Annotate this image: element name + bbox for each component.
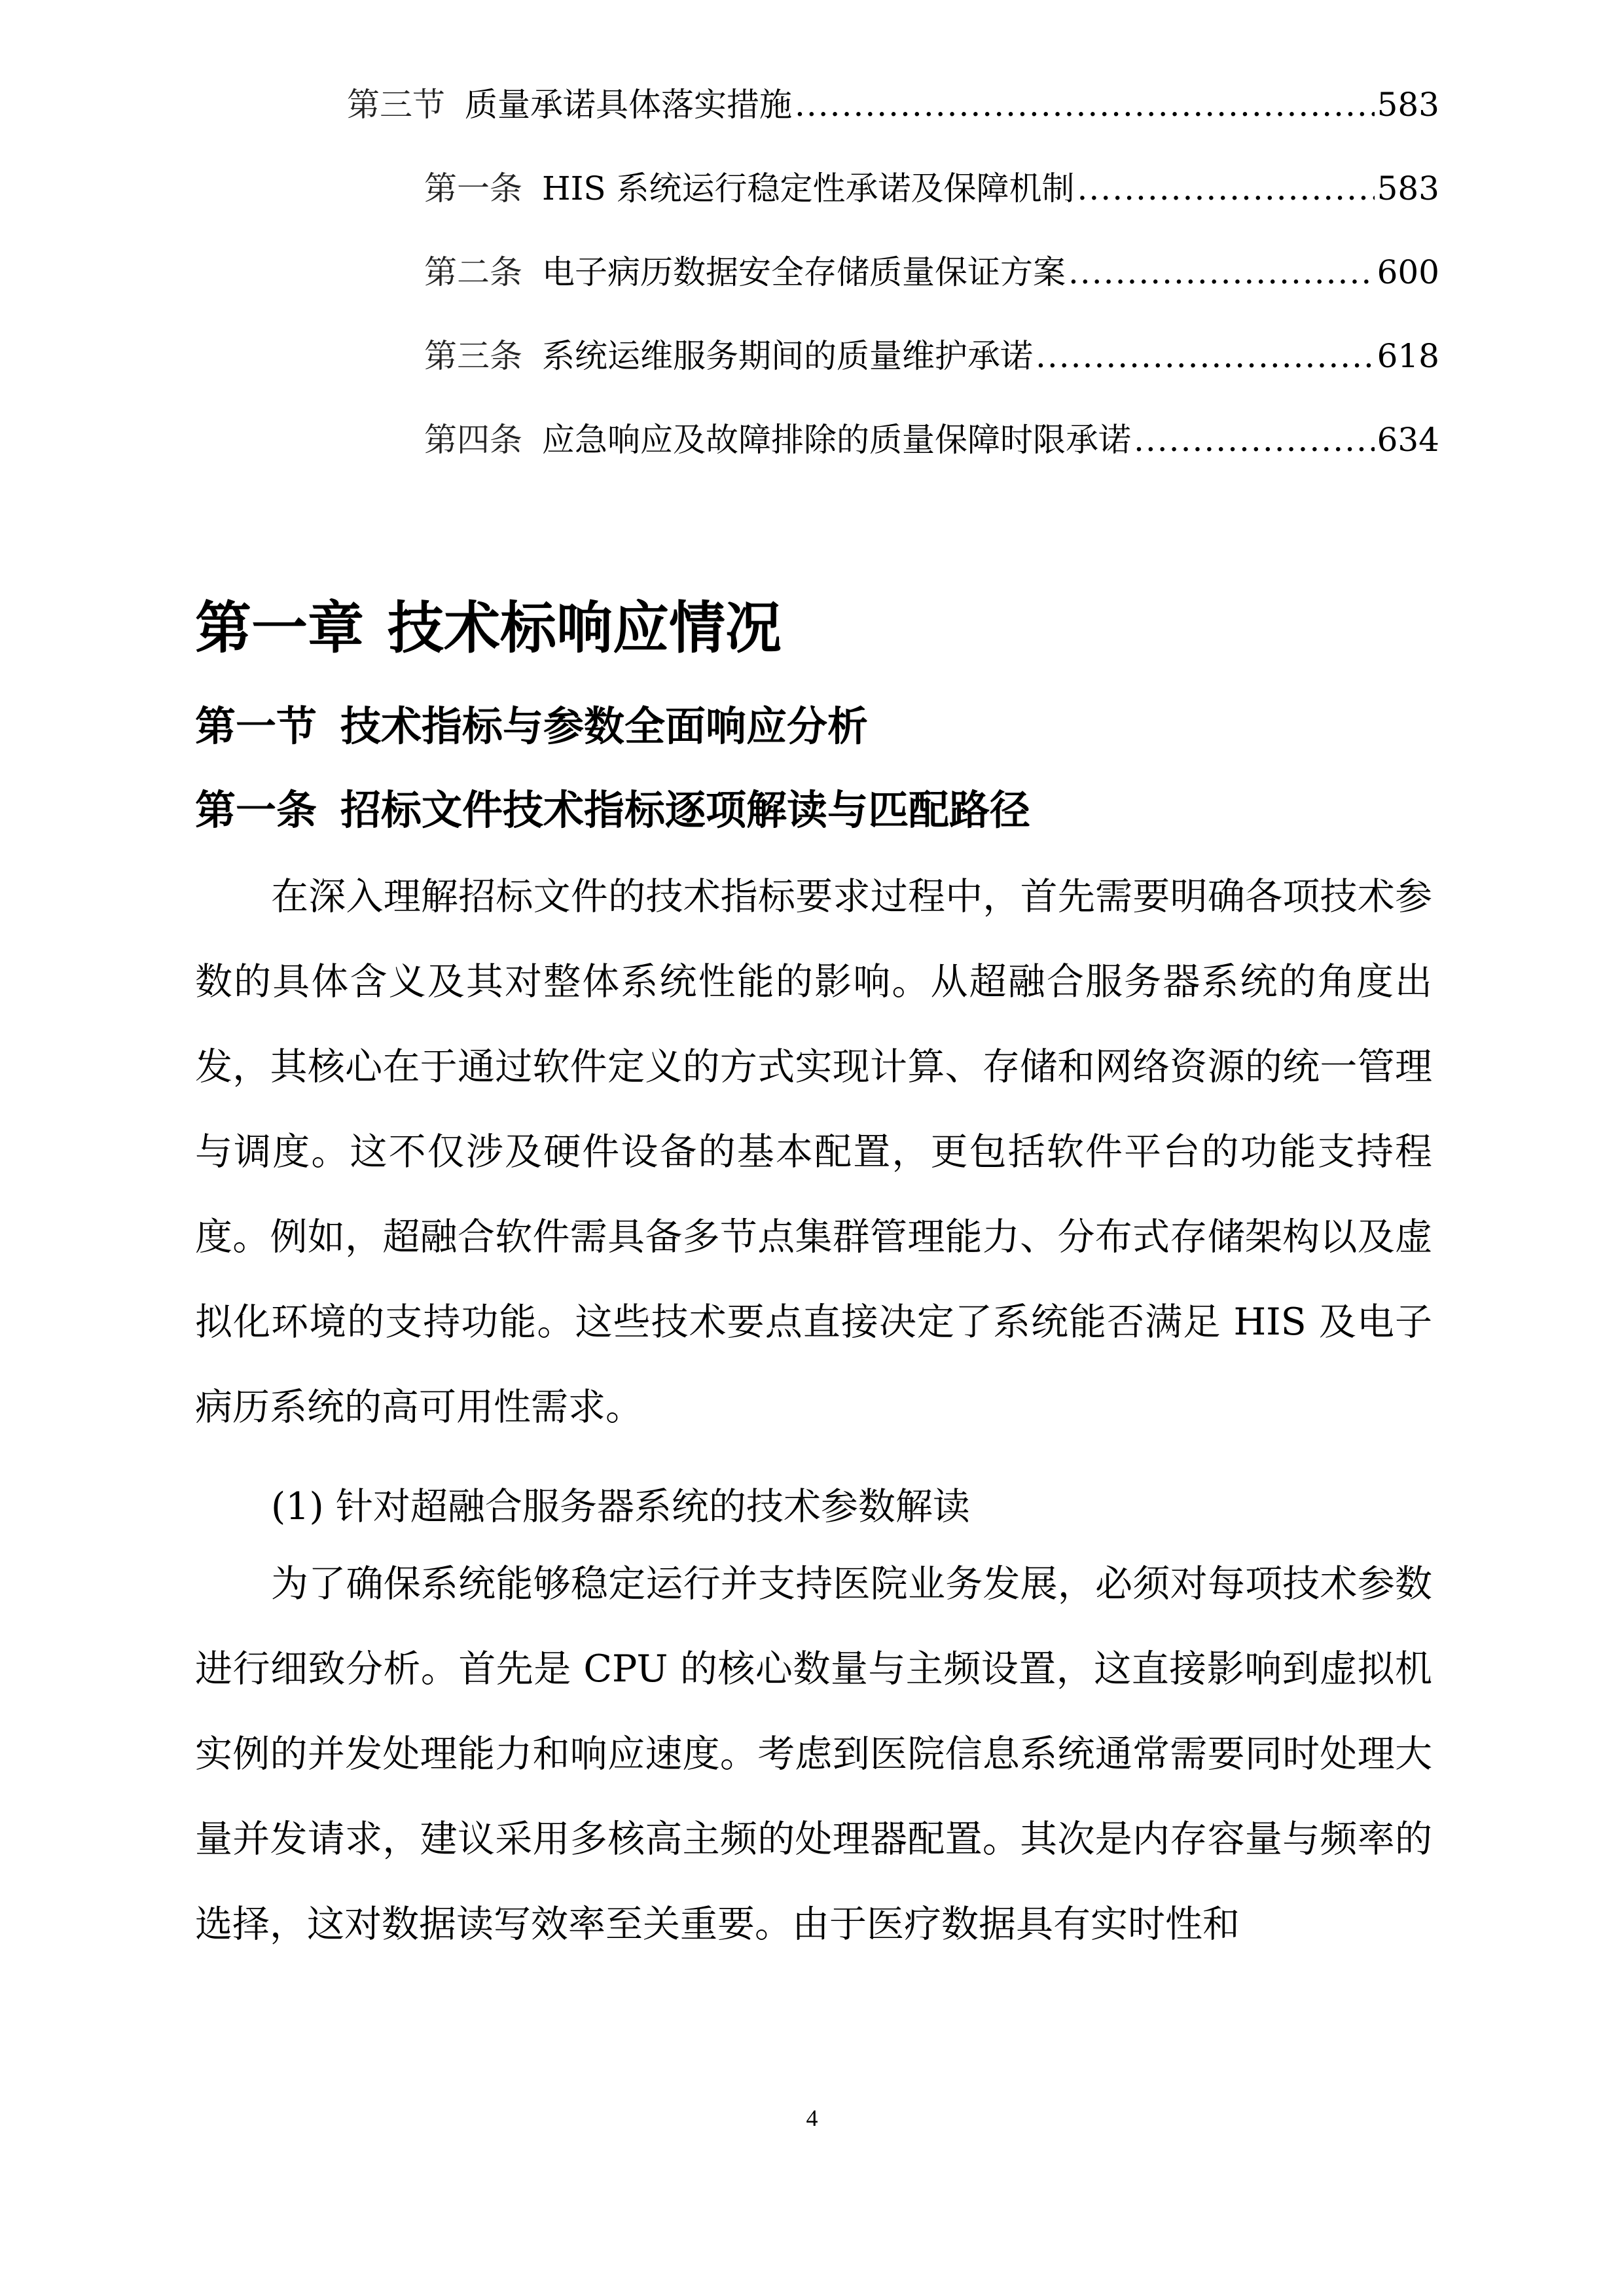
- toc-number: 第三条: [424, 337, 522, 375]
- toc-page: 583: [1377, 170, 1439, 207]
- toc-title: 系统运维服务期间的质量维护承诺: [542, 337, 1033, 375]
- toc-entry[interactable]: [424, 336, 1439, 376]
- toc-number: 第三节: [347, 86, 445, 124]
- list-item: (1) 针对超融合服务器系统的技术参数解读: [271, 1485, 970, 1528]
- section-number: 第一节: [195, 702, 317, 750]
- toc-page: 634: [1377, 421, 1439, 459]
- toc-leader: [1077, 169, 1375, 208]
- toc-leader: [1068, 253, 1375, 292]
- toc-title: 应急响应及故障排除的质量保障时限承诺: [542, 421, 1131, 459]
- toc-number: 第二条: [424, 253, 522, 291]
- page-number: 4: [806, 2105, 818, 2131]
- toc-title: HIS 系统运行稳定性承诺及保障机制: [542, 170, 1075, 207]
- body-paragraph: 为了确保系统能够稳定运行并支持医院业务发展，必须对每项技术参数进行细致分析。首先是 CPU 的核心数量与主频设置，这直接影响到虚拟机实例的并发处理能力和响应速度。考虑到医院信息系统通常需要同时处理大量并发请求，建议采用多核高主频的处理器配置。其次是内存容量与频率的选择，这对数据读写效率至关重要。由于医疗数据具有实时性和: [195, 1562, 1432, 1946]
- article-title: 招标文件技术指标逐项解读与匹配路径: [340, 786, 1031, 834]
- toc-entry[interactable]: [424, 169, 1439, 208]
- toc-leader: [1036, 336, 1375, 376]
- toc-leader: [1134, 420, 1375, 459]
- chapter-number: 第一章: [195, 596, 364, 661]
- toc-page: 618: [1377, 337, 1439, 375]
- toc-entry[interactable]: [424, 420, 1439, 459]
- toc-title: 电子病历数据安全存储质量保证方案: [542, 253, 1066, 291]
- toc-number: 第一条: [424, 170, 522, 207]
- article-number: 第一条: [195, 786, 317, 834]
- chapter-heading: [195, 592, 782, 664]
- toc-entry[interactable]: [347, 85, 1439, 124]
- section-title: 技术指标与参数全面响应分析: [340, 702, 869, 750]
- toc-page: 583: [1377, 86, 1439, 124]
- section-heading: [195, 700, 868, 753]
- toc-title: 质量承诺具体落实措施: [465, 86, 792, 124]
- toc-entry[interactable]: [424, 253, 1439, 292]
- body-paragraph: 在深入理解招标文件的技术指标要求过程中，首先需要明确各项技术参数的具体含义及其对整体系统性能的影响。从超融合服务器系统的角度出发，其核心在于通过软件定义的方式实现计算、存储和网络资源的统一管理与调度。这不仅涉及硬件设备的基本配置，更包括软件平台的功能支持程度。例如，超融合软件需具备多节点集群管理能力、分布式存储架构以及虚拟化环境的支持功能。这些技术要点直接决定了系统能否满足 HIS 及电子病历系统的高可用性需求。: [195, 875, 1432, 1429]
- toc-number: 第四条: [424, 421, 522, 459]
- chapter-title: 技术标响应情况: [388, 596, 782, 661]
- toc-page: 600: [1377, 253, 1439, 291]
- article-heading: [195, 784, 1030, 836]
- toc-leader: [795, 85, 1375, 124]
